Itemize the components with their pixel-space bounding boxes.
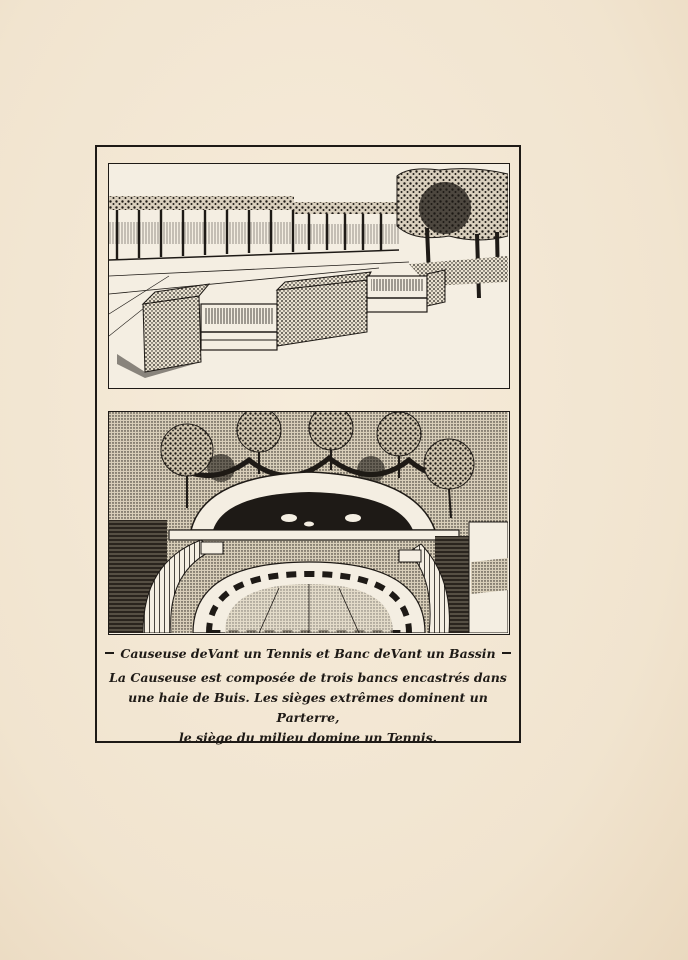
caption-line: La Causeuse est composée de trois bancs encastrés dans	[109, 670, 507, 685]
illustration-courtyard-settee	[108, 163, 510, 389]
caption-title-row	[103, 644, 513, 662]
illustration-basin-bench	[108, 411, 510, 635]
caption-line: une haie de Buis. Les sièges extrêmes dominent un Parterre,	[128, 690, 488, 725]
caption-title: Causeuse deVant un Tennis et Banc deVant un Bassin	[120, 645, 496, 661]
left-rule	[105, 652, 114, 654]
illustration-plate	[95, 145, 521, 743]
caption-line: le siège du milieu domine un Tennis.	[179, 730, 437, 745]
caption-body	[105, 668, 511, 748]
right-rule	[502, 652, 511, 654]
